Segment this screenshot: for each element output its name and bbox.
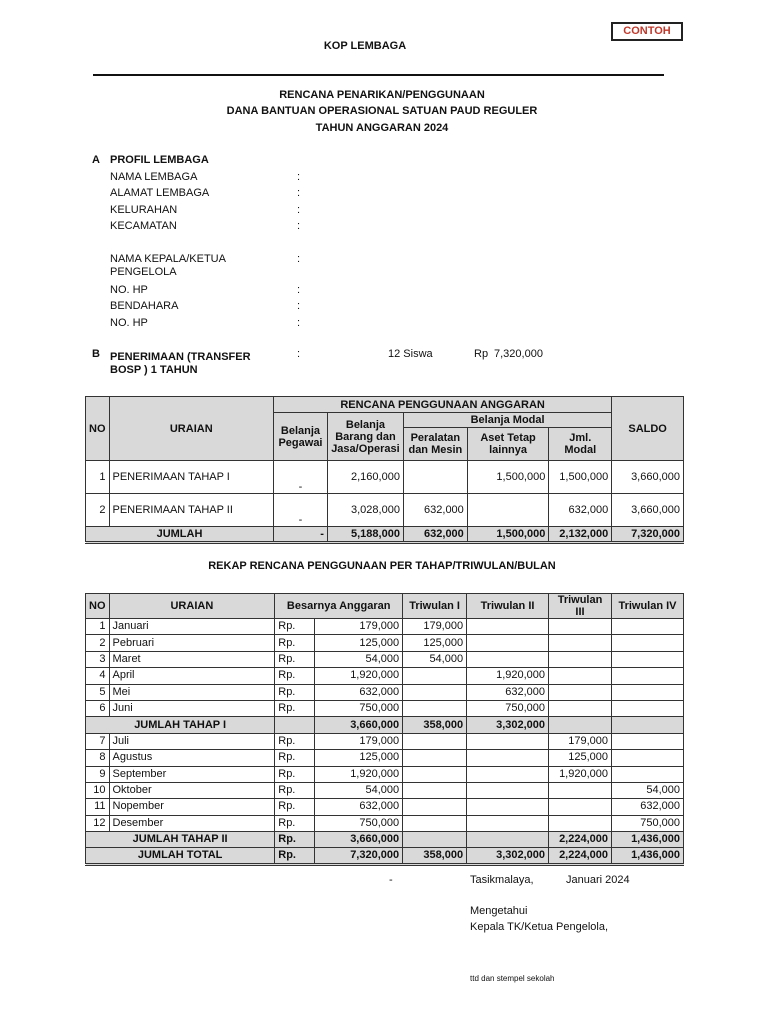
month-row	[86, 619, 684, 635]
rekap-header-t1: Triwulan I	[403, 594, 467, 619]
field-colon: :	[297, 171, 301, 183]
cell-uraian: PENERIMAAN TAHAP I	[109, 461, 274, 494]
rekap-header-t3: Triwulan III	[549, 594, 612, 619]
rekap-title: REKAP RENCANA PENGGUNAAN PER TAHAP/TRIWULAN/BULAN	[208, 560, 556, 572]
rekap-cell-bulan: Pebruari	[109, 635, 275, 651]
field-kecamatan: KECAMATAN	[110, 220, 177, 232]
cell-barang: 2,160,000	[327, 461, 403, 494]
rekap-cell-t3	[549, 651, 612, 667]
rekap-cell-t4	[612, 700, 684, 716]
rekap-cell-t4	[612, 750, 684, 766]
total-label: JUMLAH	[86, 527, 274, 543]
rekap-cell-amount: 1,920,000	[315, 668, 403, 684]
rekap-cell-amount: 54,000	[315, 651, 403, 667]
total-peralatan: 632,000	[403, 527, 467, 543]
rekap-cell-t2	[467, 619, 549, 635]
rekap-cell-t3: 125,000	[549, 750, 612, 766]
cell-no: 2	[86, 494, 110, 527]
subtotal-amount: 3,660,000	[315, 717, 403, 733]
budget-row	[86, 461, 684, 494]
rekap-cell-t1	[403, 700, 467, 716]
field-nama-lembaga: NAMA LEMBAGA	[110, 171, 198, 183]
subtotal-t1: 358,000	[403, 717, 467, 733]
rp-label: Rp	[474, 348, 489, 360]
total-pegawai: -	[274, 527, 328, 543]
header-peralatan: Peralatan dan Mesin	[403, 428, 467, 461]
header-jml-modal: Jml. Modal	[549, 428, 612, 461]
field-colon: :	[297, 187, 301, 199]
rekap-cell-t1: 179,000	[403, 619, 467, 635]
subtotal-t2	[467, 832, 549, 848]
kop-lembaga: KOP LEMBAGA	[323, 40, 407, 52]
field-nama-kepala: NAMA KEPALA/KETUA PENGELOLA	[110, 253, 226, 278]
cell-no: 1	[86, 461, 110, 494]
field-colon: :	[297, 284, 301, 296]
total-barang: 5,188,000	[327, 527, 403, 543]
rekap-cell-t1	[403, 733, 467, 749]
footer-place: Tasikmalaya,	[470, 874, 534, 886]
rekap-header-anggaran: Besarnya Anggaran	[275, 594, 403, 619]
subtotal-amount: 3,660,000	[315, 832, 403, 848]
penerimaan-amount: 7,320,000	[494, 348, 543, 360]
rekap-cell-amount: 125,000	[315, 750, 403, 766]
rekap-cell-t2	[467, 750, 549, 766]
rekap-cell-no: 8	[86, 750, 110, 766]
footer-jabatan: Kepala TK/Ketua Pengelola,	[470, 921, 609, 933]
field-colon: :	[297, 204, 301, 216]
rekap-cell-t3	[549, 635, 612, 651]
header-no: NO	[86, 397, 110, 461]
total-aset: 1,500,000	[467, 527, 549, 543]
footer-ttd-note: ttd dan stempel sekolah	[470, 974, 555, 983]
rekap-cell-rp: Rp.	[275, 766, 315, 782]
rekap-cell-t4	[612, 635, 684, 651]
rekap-cell-t2: 750,000	[467, 700, 549, 716]
header-rencana: RENCANA PENGGUNAAN ANGGARAN	[274, 397, 612, 413]
rekap-cell-bulan: September	[109, 766, 275, 782]
rekap-cell-t3	[549, 619, 612, 635]
rekap-cell-t4	[612, 733, 684, 749]
cell-peralatan	[403, 461, 467, 494]
rekap-cell-t4	[612, 619, 684, 635]
grand-total-t3: 2,224,000	[549, 848, 612, 865]
rekap-cell-no: 2	[86, 635, 110, 651]
rekap-header-uraian: URAIAN	[109, 594, 275, 619]
rekap-cell-t4: 750,000	[612, 815, 684, 831]
grand-total-label: JUMLAH TOTAL	[86, 848, 275, 865]
doc-title-line1: RENCANA PENARIKAN/PENGGUNAAN	[279, 89, 485, 101]
rekap-cell-rp: Rp.	[275, 750, 315, 766]
rekap-cell-t4	[612, 766, 684, 782]
rekap-cell-amount: 179,000	[315, 733, 403, 749]
grand-total-rp: Rp.	[275, 848, 315, 865]
header-modal: Belanja Modal	[403, 413, 611, 428]
header-rule	[93, 74, 664, 76]
rekap-cell-t2	[467, 799, 549, 815]
rekap-cell-rp: Rp.	[275, 782, 315, 798]
rekap-cell-bulan: Maret	[109, 651, 275, 667]
rekap-cell-bulan: Juli	[109, 733, 275, 749]
cell-pegawai: -	[274, 494, 328, 527]
rekap-cell-t2: 1,920,000	[467, 668, 549, 684]
rekap-cell-t1	[403, 782, 467, 798]
subtotal-label: JUMLAH TAHAP I	[86, 717, 275, 733]
rekap-cell-no: 12	[86, 815, 110, 831]
grand-total-row	[86, 848, 684, 865]
rekap-cell-rp: Rp.	[275, 684, 315, 700]
rekap-cell-rp: Rp.	[275, 799, 315, 815]
month-row	[86, 750, 684, 766]
subtotal-row	[86, 717, 684, 733]
field-alamat-lembaga: ALAMAT LEMBAGA	[110, 187, 210, 199]
rekap-cell-t1	[403, 766, 467, 782]
footer-dash: -	[389, 874, 393, 886]
rekap-table	[85, 593, 684, 866]
total-saldo: 7,320,000	[612, 527, 684, 543]
rekap-cell-t3	[549, 799, 612, 815]
rekap-cell-bulan: Desember	[109, 815, 275, 831]
rekap-cell-t2	[467, 635, 549, 651]
rekap-cell-t1	[403, 684, 467, 700]
header-uraian: URAIAN	[109, 397, 274, 461]
rekap-cell-no: 10	[86, 782, 110, 798]
rekap-cell-amount: 54,000	[315, 782, 403, 798]
footer-date: Januari 2024	[566, 874, 630, 886]
total-jml: 2,132,000	[549, 527, 612, 543]
rekap-cell-t3	[549, 700, 612, 716]
rekap-cell-no: 9	[86, 766, 110, 782]
section-a-title: PROFIL LEMBAGA	[110, 154, 209, 166]
rekap-cell-bulan: Nopember	[109, 799, 275, 815]
cell-jml: 632,000	[549, 494, 612, 527]
budget-total-row	[86, 527, 684, 543]
cell-uraian: PENERIMAAN TAHAP II	[109, 494, 274, 527]
month-row	[86, 684, 684, 700]
rekap-cell-t3	[549, 668, 612, 684]
subtotal-row	[86, 832, 684, 848]
grand-total-t1: 358,000	[403, 848, 467, 865]
rekap-cell-t3	[549, 684, 612, 700]
month-row	[86, 700, 684, 716]
field-colon: :	[297, 220, 301, 232]
rekap-cell-t1	[403, 815, 467, 831]
cell-saldo: 3,660,000	[612, 494, 684, 527]
budget-row	[86, 494, 684, 527]
rekap-cell-amount: 1,920,000	[315, 766, 403, 782]
subtotal-rp: Rp.	[275, 832, 315, 848]
subtotal-t1	[403, 832, 467, 848]
rekap-cell-rp: Rp.	[275, 700, 315, 716]
rekap-cell-t1	[403, 668, 467, 684]
rekap-cell-bulan: Agustus	[109, 750, 275, 766]
rekap-cell-bulan: Oktober	[109, 782, 275, 798]
rekap-cell-bulan: Juni	[109, 700, 275, 716]
rekap-cell-t4	[612, 684, 684, 700]
month-row	[86, 635, 684, 651]
header-barang: Belanja Barang dan Jasa/Operasi	[327, 413, 403, 461]
rekap-cell-t2: 632,000	[467, 684, 549, 700]
field-colon: :	[297, 317, 301, 329]
doc-title-line2: DANA BANTUAN OPERASIONAL SATUAN PAUD REGULER	[226, 105, 538, 117]
field-colon: :	[297, 300, 301, 312]
cell-aset	[467, 494, 549, 527]
month-row	[86, 815, 684, 831]
siswa-count: 12 Siswa	[388, 348, 433, 360]
subtotal-rp	[275, 717, 315, 733]
cell-barang: 3,028,000	[327, 494, 403, 527]
month-row	[86, 799, 684, 815]
header-pegawai: Belanja Pegawai	[274, 413, 328, 461]
rekap-cell-bulan: Mei	[109, 684, 275, 700]
subtotal-t2: 3,302,000	[467, 717, 549, 733]
rekap-cell-amount: 632,000	[315, 799, 403, 815]
grand-total-t2: 3,302,000	[467, 848, 549, 865]
rekap-cell-t1	[403, 750, 467, 766]
rekap-cell-t4	[612, 651, 684, 667]
subtotal-t3: 2,224,000	[549, 832, 612, 848]
cell-jml: 1,500,000	[549, 461, 612, 494]
month-row	[86, 766, 684, 782]
rekap-header-no: NO	[86, 594, 110, 619]
section-b-letter: B	[92, 348, 100, 360]
rekap-cell-no: 5	[86, 684, 110, 700]
rekap-cell-no: 11	[86, 799, 110, 815]
subtotal-t4: 1,436,000	[612, 832, 684, 848]
footer-mengetahui: Mengetahui	[470, 905, 528, 917]
rekap-cell-rp: Rp.	[275, 619, 315, 635]
rekap-cell-amount: 632,000	[315, 684, 403, 700]
rekap-cell-bulan: April	[109, 668, 275, 684]
rekap-cell-t2	[467, 815, 549, 831]
rekap-cell-t3: 179,000	[549, 733, 612, 749]
rekap-cell-t4: 54,000	[612, 782, 684, 798]
rekap-cell-t2	[467, 651, 549, 667]
contoh-badge: CONTOH	[611, 22, 683, 41]
rekap-cell-t2	[467, 733, 549, 749]
month-row	[86, 733, 684, 749]
rekap-cell-no: 7	[86, 733, 110, 749]
rekap-cell-rp: Rp.	[275, 733, 315, 749]
rekap-cell-bulan: Januari	[109, 619, 275, 635]
rekap-cell-amount: 179,000	[315, 619, 403, 635]
rekap-cell-t1: 125,000	[403, 635, 467, 651]
rekap-cell-t3: 1,920,000	[549, 766, 612, 782]
field-colon: :	[297, 253, 301, 265]
rekap-cell-t3	[549, 815, 612, 831]
cell-saldo: 3,660,000	[612, 461, 684, 494]
header-aset: Aset Tetap lainnya	[467, 428, 549, 461]
rekap-cell-rp: Rp.	[275, 815, 315, 831]
cell-pegawai: -	[274, 461, 328, 494]
section-a-letter: A	[92, 154, 100, 166]
field-kelurahan: KELURAHAN	[110, 204, 178, 216]
rekap-cell-amount: 750,000	[315, 700, 403, 716]
rekap-cell-t4	[612, 668, 684, 684]
field-no-hp-bendahara: NO. HP	[110, 317, 148, 329]
rekap-cell-no: 3	[86, 651, 110, 667]
rekap-header-t2: Triwulan II	[467, 594, 549, 619]
rekap-cell-rp: Rp.	[275, 635, 315, 651]
rekap-cell-t2	[467, 766, 549, 782]
subtotal-label: JUMLAH TAHAP II	[86, 832, 275, 848]
rekap-cell-rp: Rp.	[275, 651, 315, 667]
month-row	[86, 782, 684, 798]
rekap-cell-rp: Rp.	[275, 668, 315, 684]
rekap-cell-no: 1	[86, 619, 110, 635]
field-no-hp: NO. HP	[110, 284, 148, 296]
month-row	[86, 668, 684, 684]
rekap-cell-t1	[403, 799, 467, 815]
budget-table	[85, 396, 684, 544]
rekap-cell-t3	[549, 782, 612, 798]
doc-title-line3: TAHUN ANGGARAN 2024	[315, 122, 449, 134]
rekap-cell-amount: 125,000	[315, 635, 403, 651]
subtotal-t4	[612, 717, 684, 733]
header-saldo: SALDO	[612, 397, 684, 461]
rekap-cell-t2	[467, 782, 549, 798]
rekap-cell-no: 4	[86, 668, 110, 684]
subtotal-t3	[549, 717, 612, 733]
grand-total-amount: 7,320,000	[315, 848, 403, 865]
section-b-colon: :	[297, 348, 301, 360]
cell-peralatan: 632,000	[403, 494, 467, 527]
rekap-cell-amount: 750,000	[315, 815, 403, 831]
section-b-title: PENERIMAAN (TRANSFER BOSP ) 1 TAHUN	[110, 351, 251, 376]
grand-total-t4: 1,436,000	[612, 848, 684, 865]
field-bendahara: BENDAHARA	[110, 300, 179, 312]
cell-aset: 1,500,000	[467, 461, 549, 494]
rekap-header-t4: Triwulan IV	[612, 594, 684, 619]
rekap-cell-no: 6	[86, 700, 110, 716]
month-row	[86, 651, 684, 667]
rekap-cell-t4: 632,000	[612, 799, 684, 815]
rekap-cell-t1: 54,000	[403, 651, 467, 667]
